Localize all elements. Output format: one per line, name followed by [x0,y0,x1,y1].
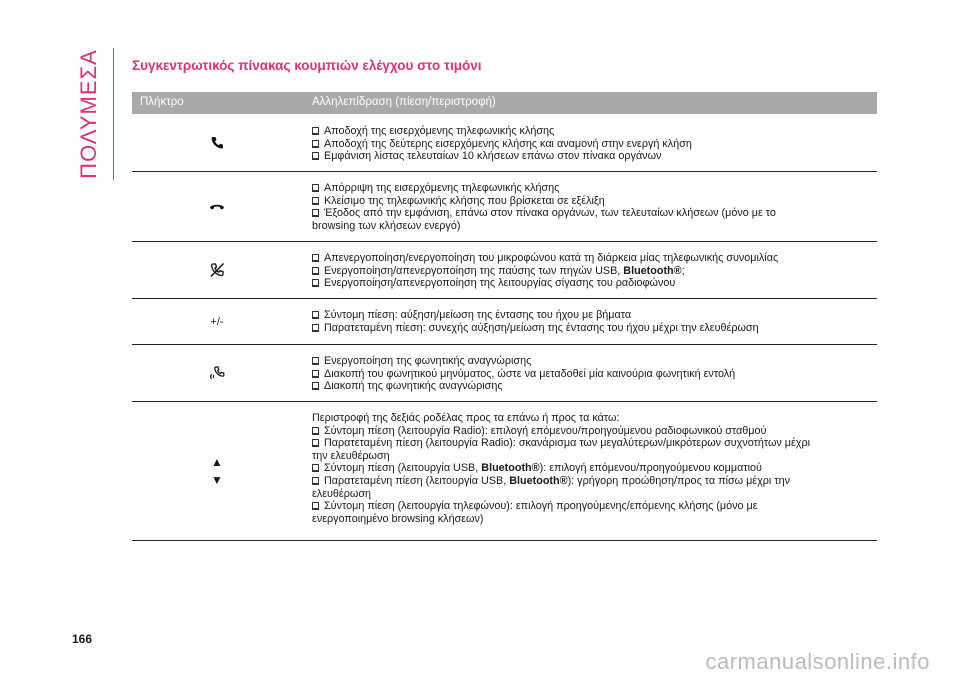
description-cell [312,182,872,232]
description-line [312,355,872,368]
description-line [312,412,872,425]
line-text: Παρατεταμένη πίεση (λειτουργία Radio): σκανάρισμα των μεγαλύτερων/μικρότερων συχνοτήτων μέχρι [324,437,811,450]
key-cell [132,242,302,298]
line-text: Παρατεταμένη πίεση: συνεχής αύξηση/μείωση της έντασης του ήχου μέχρι την ελευθέρωση [324,321,759,334]
description-line [312,500,872,513]
line-text: Σύντομη πίεση: αύξηση/μείωση της έντασης του ήχου με βήματα [324,309,632,321]
description-line [312,125,872,138]
volume-key-label: +/- [210,315,224,328]
table-row [132,242,877,299]
line-text: Αποδοχή της δεύτερης εισερχόμενης κλήσης και αναμονή στην ενεργή κλήση [324,137,692,150]
description-cell [312,309,872,334]
scroll-down-icon: ▼ [211,473,223,487]
description-line [312,380,872,393]
bullet-icon [312,209,319,217]
key-cell [132,115,302,171]
bullet-icon [312,279,319,287]
description-line [312,207,872,220]
line-text: Σύντομη πίεση (λειτουργία τηλεφώνου): επιλογή προηγούμενης/επόμενης κλήσης (μόνο με [324,500,758,513]
bullet-icon [312,477,319,485]
bullet-icon [312,140,319,148]
description-line [312,138,872,151]
description-line [312,513,872,526]
description-line [312,322,872,335]
line-text: Κλείσιμο της τηλεφωνικής κλήσης που βρίσκεται σε εξέλιξη [324,194,605,207]
table-row [132,299,877,345]
bullet-icon [312,311,319,319]
bullet-icon [312,127,319,135]
description-line [312,488,872,501]
bullet-icon [312,427,319,435]
table-row [132,402,877,541]
line-text: Παρατεταμένη πίεση (λειτουργία USB, [324,474,510,487]
description-cell [312,125,872,163]
chapter-divider [113,48,114,180]
scroll-up-icon: ▲ [211,455,223,469]
bullet-icon [312,184,319,192]
bullet-icon [312,254,319,262]
line-text: Απενεργοποίηση/ενεργοποίηση του μικροφώνου κατά τη διάρκεια μίας τηλεφωνικής συνομιλίας [324,252,779,264]
line-text: Εμφάνιση λίστας τελευταίων 10 κλήσεων επάνω στον πίνακα οργάνων [324,150,662,163]
description-line [312,425,872,438]
bullet-icon [312,382,319,390]
line-text: Διακοπή της φωνητικής αναγνώρισης [324,380,503,393]
description-line [312,277,872,290]
line-text: την ελευθέρωση [312,449,390,462]
line-text: Ενεργοποίηση/απενεργοποίηση της παύσης των πηγών USB, [324,264,624,277]
line-text: Ενεργοποίηση/απενεργοποίηση της λειτουργίας σίγασης του ραδιοφώνου [324,277,676,290]
phone-answer-icon [209,135,225,151]
line-text-suffix: ): γρήγορη προώθηση/προς τα πίσω μέχρι την [567,474,790,487]
description-line [312,450,872,463]
description-line [312,462,872,475]
line-text: Ενεργοποίηση της φωνητικής αναγνώρισης [324,355,532,367]
description-line [312,150,872,163]
line-text: Απόρριψη της εισερχόμενης τηλεφωνικής κλήσης [324,182,560,194]
description-line [312,368,872,381]
key-cell [132,299,302,344]
table-header [132,92,877,114]
line-text: Διακοπή του φωνητικού μηνύματος, ώστε να μεταδοθεί μία καινούρια φωνητική εντολή [324,367,736,380]
header-key: Πλήκτρο [140,96,184,108]
description-cell [312,252,872,290]
line-text: Σύντομη πίεση (λειτουργία USB, [324,462,482,475]
brand-text: Bluetooth® [509,474,568,487]
section-title: Συγκεντρωτικός πίνακας κουμπιών ελέγχου στο τιμόνι [132,58,482,73]
watermark: carmanualsonline.info [705,649,930,674]
page-number: 166 [72,632,93,646]
line-text: Σύντομη πίεση (λειτουργία Radio): επιλογή επόμενου/προηγούμενου ραδιοφωνικού σταθμού [324,424,767,437]
line-text: ενεργοποιημένο browsing κλήσεων) [312,512,484,525]
key-cell [132,402,302,540]
description-line [312,220,872,233]
description-cell [312,355,872,393]
bullet-icon [312,197,319,205]
bullet-icon [312,267,319,275]
bullet-icon [312,502,319,510]
brand-text: Bluetooth® [623,264,682,277]
voice-recognition-icon [208,365,226,381]
bullet-icon [312,370,319,378]
line-text: Περιστροφή της δεξιάς ροδέλας προς τα επάνω ή προς τα κάτω: [312,412,620,424]
table-row [132,172,877,242]
line-text: Έξοδος από την εμφάνιση, επάνω στον πίνακα οργάνων, των τελευταίων κλήσεων (μόνο με το [324,207,776,220]
key-cell [132,172,302,241]
bullet-icon [312,152,319,160]
bullet-icon [312,464,319,472]
description-line [312,309,872,322]
phone-hangup-icon [209,202,225,212]
description-line [312,475,872,488]
line-text-suffix: ; [681,264,685,277]
mute-icon [209,262,225,278]
chapter-side-title: ΠΟΛΥΜΕΣΑ [76,49,101,179]
description-line [312,195,872,208]
key-cell [132,345,302,401]
description-line [312,265,872,278]
bullet-icon [312,439,319,447]
bullet-icon [312,357,319,365]
line-text-suffix: ): επιλογή επόμενου/προηγούμενου κομματιού [539,462,762,475]
bullet-icon [312,324,319,332]
line-text: browsing των κλήσεων ενεργό) [312,219,461,232]
table-row [132,115,877,172]
header-action: Αλληλεπίδραση (πίεση/περιστροφή) [312,96,496,108]
line-text: ελευθέρωση [312,487,371,500]
line-text: Αποδοχή της εισερχόμενης τηλεφωνικής κλήσης [324,125,555,137]
description-line [312,182,872,195]
description-line [312,437,872,450]
description-cell [312,412,872,525]
description-line [312,252,872,265]
table-row [132,345,877,402]
brand-text: Bluetooth® [481,462,540,475]
